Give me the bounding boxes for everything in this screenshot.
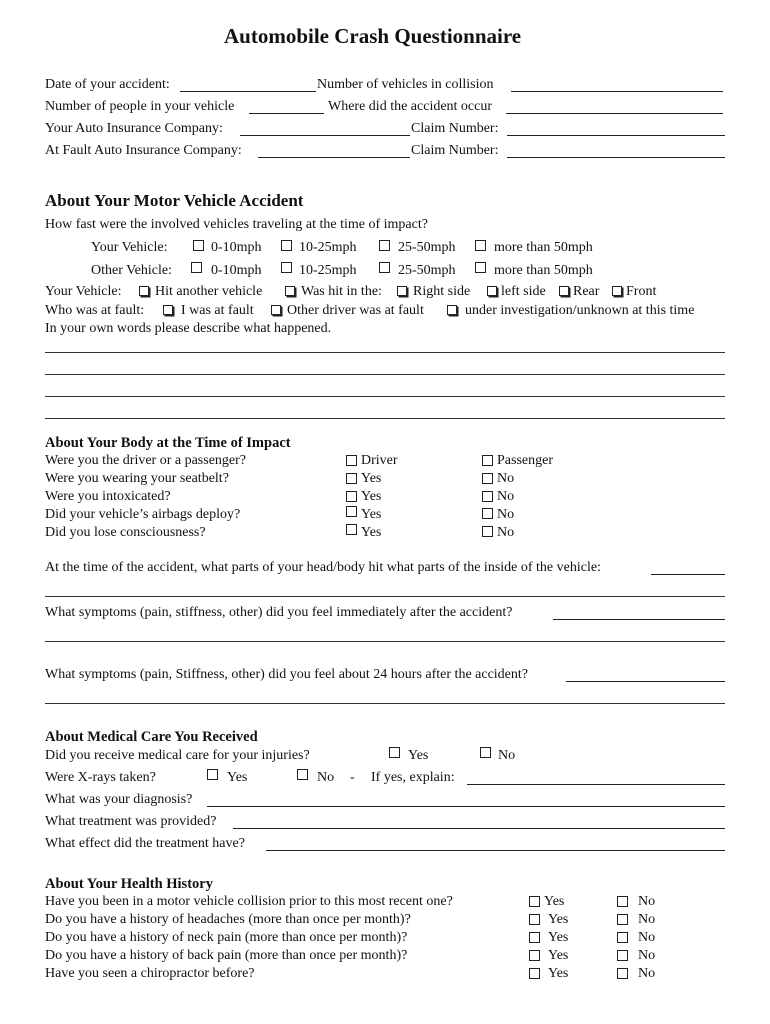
headaches-no-checkbox[interactable] (617, 914, 628, 925)
other-speed-0-10-checkbox[interactable] (191, 262, 202, 273)
answer-label: Yes (361, 507, 382, 522)
date-of-accident-field[interactable] (180, 91, 316, 92)
prior-collision-yes-checkbox[interactable] (529, 896, 540, 907)
if-yes-label: If yes, explain: (371, 770, 455, 785)
was-hit-label: Was hit in the: (301, 284, 382, 299)
claim-number-2-field[interactable] (507, 157, 725, 158)
answer-line[interactable] (45, 641, 725, 642)
right-side-checkbox[interactable] (397, 286, 407, 296)
answer-label: Yes (548, 966, 569, 981)
xray-question: Were X-rays taken? (45, 770, 156, 785)
care-yes-checkbox[interactable] (389, 747, 400, 758)
answer-label: Yes (548, 912, 569, 927)
other-vehicle-speed-label: Other Vehicle: (91, 263, 172, 278)
description-line[interactable] (45, 352, 725, 353)
seatbelt-yes-checkbox[interactable] (346, 473, 357, 484)
your-speed-25-50-checkbox[interactable] (379, 240, 390, 251)
symptoms-immediate-question: What symptoms (pain, stiffness, other) did you feel immediately after the accident? (45, 605, 513, 620)
body-question: Were you wearing your seatbelt? (45, 471, 229, 486)
answer-label: Yes (227, 770, 248, 785)
symptoms-24h-question: What symptoms (pain, Stiffness, other) did you feel about 24 hours after the accident? (45, 667, 528, 682)
answer-label: Driver (361, 453, 398, 468)
symptoms-24h-field[interactable] (566, 681, 725, 682)
answer-label: Yes (544, 894, 565, 909)
at-fault-insurance-field[interactable] (258, 157, 410, 158)
head-hit-field[interactable] (651, 574, 725, 575)
front-label: Front (626, 284, 657, 299)
was-hit-checkbox[interactable] (285, 286, 295, 296)
history-question: Have you seen a chiropractor before? (45, 966, 255, 981)
history-question: Have you been in a motor vehicle collision prior to this most recent one? (45, 894, 453, 909)
answer-label: No (497, 489, 515, 504)
claim-number-label: Claim Number: (411, 121, 499, 136)
effect-label: What effect did the treatment have? (45, 836, 245, 851)
fault-option: under investigation/unknown at this time (465, 303, 695, 318)
answer-label: Yes (548, 930, 569, 945)
care-question: Did you receive medical care for your injuries? (45, 748, 310, 763)
driver-checkbox[interactable] (346, 455, 357, 466)
speed-option: 0-10mph (211, 263, 262, 278)
chiropractor-yes-checkbox[interactable] (529, 968, 540, 979)
dash-separator: - (350, 770, 355, 785)
claim-number-field[interactable] (507, 135, 725, 136)
i-was-at-fault-checkbox[interactable] (163, 305, 173, 315)
description-line[interactable] (45, 396, 725, 397)
left-side-checkbox[interactable] (487, 286, 497, 296)
body-question: Were you the driver or a passenger? (45, 453, 247, 468)
answer-label: No (497, 507, 515, 522)
answer-line[interactable] (45, 703, 725, 704)
answer-label: No (498, 748, 516, 763)
history-question: Do you have a history of neck pain (more than once per month)? (45, 930, 408, 945)
head-hit-question: At the time of the accident, what parts of your head/body hit what parts of the inside of the vehicle: (45, 560, 601, 575)
fault-option: I was at fault (181, 303, 254, 318)
page-title: Automobile Crash Questionnaire (224, 24, 522, 48)
intoxicated-yes-checkbox[interactable] (346, 491, 357, 502)
describe-prompt: In your own words please describe what happened. (45, 321, 332, 336)
answer-label: No (638, 948, 656, 963)
description-line[interactable] (45, 374, 725, 375)
rear-label: Rear (573, 284, 600, 299)
treatment-field[interactable] (233, 828, 725, 829)
other-speed-over-50-checkbox[interactable] (475, 262, 486, 273)
body-question: Did your vehicle’s airbags deploy? (45, 507, 241, 522)
description-line[interactable] (45, 418, 725, 419)
airbags-yes-checkbox[interactable] (346, 506, 357, 517)
answer-label: Yes (361, 471, 382, 486)
treatment-label: What treatment was provided? (45, 814, 217, 829)
answer-line[interactable] (45, 596, 725, 597)
speed-option: more than 50mph (494, 240, 593, 255)
neck-pain-no-checkbox[interactable] (617, 932, 628, 943)
speed-option: 25-50mph (398, 240, 456, 255)
airbags-no-checkbox[interactable] (482, 508, 493, 519)
other-speed-25-50-checkbox[interactable] (379, 262, 390, 273)
answer-label: No (497, 525, 515, 540)
answer-label: Yes (408, 748, 429, 763)
xray-explain-field[interactable] (467, 784, 725, 785)
answer-label: No (638, 966, 656, 981)
fault-option: Other driver was at fault (287, 303, 424, 318)
answer-label: No (638, 912, 656, 927)
xray-yes-checkbox[interactable] (207, 769, 218, 780)
history-heading: About Your Health History (45, 876, 213, 892)
speed-option: 25-50mph (398, 263, 456, 278)
chiropractor-no-checkbox[interactable] (617, 968, 628, 979)
your-speed-0-10-checkbox[interactable] (193, 240, 204, 251)
care-no-checkbox[interactable] (480, 747, 491, 758)
insurance-field[interactable] (240, 135, 410, 136)
seatbelt-no-checkbox[interactable] (482, 473, 493, 484)
effect-field[interactable] (266, 850, 725, 851)
consciousness-no-checkbox[interactable] (482, 526, 493, 537)
hit-another-checkbox[interactable] (139, 286, 149, 296)
right-side-label: Right side (413, 284, 471, 299)
where-field[interactable] (506, 113, 723, 114)
speed-option: 10-25mph (299, 240, 357, 255)
speed-option: 10-25mph (299, 263, 357, 278)
your-vehicle-speed-label: Your Vehicle: (91, 240, 168, 255)
answer-label: No (497, 471, 515, 486)
answer-label: No (638, 894, 656, 909)
answer-label: No (317, 770, 335, 785)
num-vehicles-field[interactable] (511, 91, 723, 92)
date-of-accident-label: Date of your accident: (45, 77, 170, 92)
answer-label: Yes (361, 525, 382, 540)
left-side-label: left side (501, 284, 546, 299)
rear-checkbox[interactable] (559, 286, 569, 296)
claim-number-2-label: Claim Number: (411, 143, 499, 158)
headaches-yes-checkbox[interactable] (529, 914, 540, 925)
other-speed-10-25-checkbox[interactable] (281, 262, 292, 273)
accident-heading: About Your Motor Vehicle Accident (45, 191, 304, 210)
consciousness-yes-checkbox[interactable] (346, 524, 357, 535)
medical-heading: About Medical Care You Received (45, 729, 258, 745)
speed-option: more than 50mph (494, 263, 593, 278)
at-fault-insurance-label: At Fault Auto Insurance Company: (45, 143, 242, 158)
under-investigation-checkbox[interactable] (447, 305, 457, 315)
num-vehicles-label: Number of vehicles in collision (317, 77, 494, 92)
answer-label: Yes (361, 489, 382, 504)
xray-no-checkbox[interactable] (297, 769, 308, 780)
hit-another-label: Hit another vehicle (155, 284, 263, 299)
your-speed-over-50-checkbox[interactable] (475, 240, 486, 251)
prior-collision-no-checkbox[interactable] (617, 896, 628, 907)
your-speed-10-25-checkbox[interactable] (281, 240, 292, 251)
diagnosis-field[interactable] (207, 806, 725, 807)
body-question: Were you intoxicated? (45, 489, 171, 504)
history-question: Do you have a history of back pain (more than once per month)? (45, 948, 408, 963)
speed-option: 0-10mph (211, 240, 262, 255)
answer-label: No (638, 930, 656, 945)
back-pain-yes-checkbox[interactable] (529, 950, 540, 961)
symptoms-immediate-field[interactable] (553, 619, 725, 620)
other-driver-fault-checkbox[interactable] (271, 305, 281, 315)
body-heading: About Your Body at the Time of Impact (45, 435, 291, 451)
passenger-checkbox[interactable] (482, 455, 493, 466)
speed-question: How fast were the involved vehicles traveling at the time of impact? (45, 217, 428, 232)
intoxicated-no-checkbox[interactable] (482, 491, 493, 502)
insurance-label: Your Auto Insurance Company: (45, 121, 223, 136)
neck-pain-yes-checkbox[interactable] (529, 932, 540, 943)
front-checkbox[interactable] (612, 286, 622, 296)
history-question: Do you have a history of headaches (more than once per month)? (45, 912, 411, 927)
num-people-field[interactable] (249, 113, 324, 114)
body-question: Did you lose consciousness? (45, 525, 206, 540)
back-pain-no-checkbox[interactable] (617, 950, 628, 961)
answer-label: Yes (548, 948, 569, 963)
where-label: Where did the accident occur (328, 99, 493, 114)
num-people-label: Number of people in your vehicle (45, 99, 235, 114)
diagnosis-label: What was your diagnosis? (45, 792, 193, 807)
impact-label: Your Vehicle: (45, 284, 122, 299)
fault-label: Who was at fault: (45, 303, 145, 318)
answer-label: Passenger (497, 453, 553, 468)
